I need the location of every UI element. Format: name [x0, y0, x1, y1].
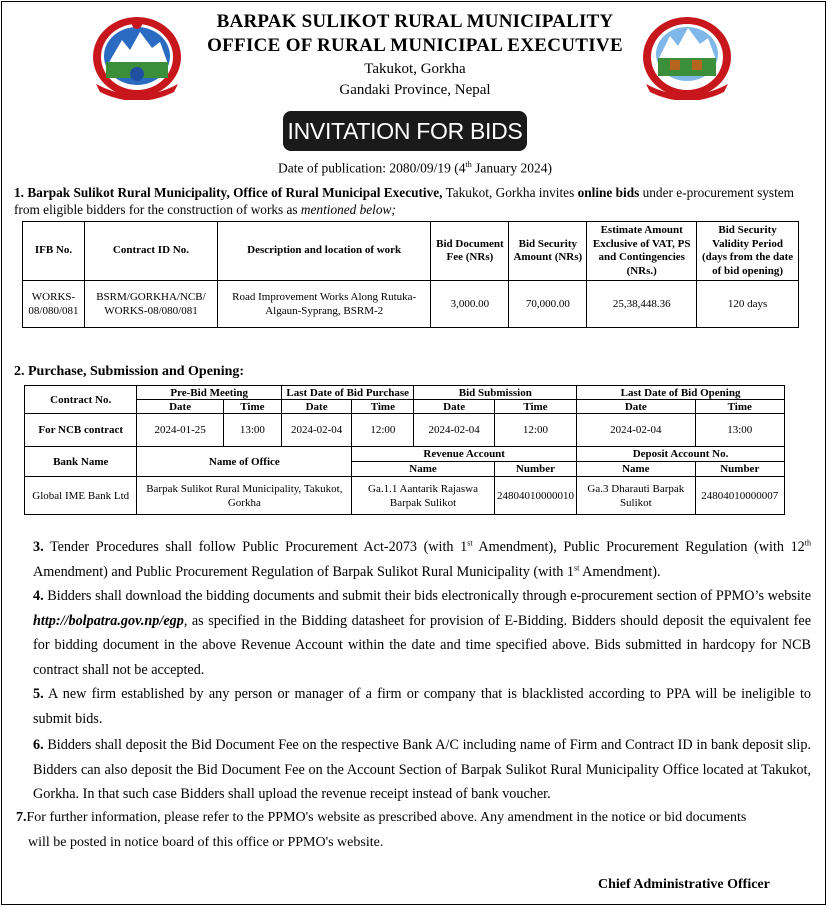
col-header: Bid Document Fee (NRs) — [431, 222, 509, 281]
col-header: Time — [352, 400, 414, 414]
table-cell: 2024-02-04 — [281, 414, 351, 447]
col-header: Description and location of work — [217, 222, 431, 281]
col-header: Time — [223, 400, 281, 414]
paragraph-6: 6. Bidders shall deposit the Bid Document Fee on the respective Bank A/C including name of Firm and Contract ID in bank deposit slip. Bidders can also deposit the Bid Document Fee on the Account Section of Barpak Sulikot Rural Municipality Office located at Takukot, Gorkha. In that such case Bidders shall upload the revenue receipt instead of bank voucher. — [33, 737, 811, 802]
schedule-table — [24, 385, 785, 515]
col-header: Number — [494, 462, 576, 477]
table-cell: WORKS-08/080/081 — [23, 281, 85, 328]
col-header: Time — [695, 400, 784, 414]
notice-title-banner: INVITATION FOR BIDS — [283, 111, 527, 151]
table-cell: 70,000.00 — [509, 281, 587, 328]
paragraph-5: 5. A new firm established by any person or manager of a firm or company that is blacklisted according to PPA will be ineligible to submit bids. — [33, 686, 811, 727]
col-header: Bid Submission — [414, 386, 577, 400]
table-cell: 3,000.00 — [431, 281, 509, 328]
col-header: Name — [577, 462, 695, 477]
col-header: Last Date of Bid Purchase — [281, 386, 414, 400]
table-cell: 24804010000007 — [695, 477, 784, 515]
office-location: Takukot, Gorkha — [364, 61, 466, 77]
table-row — [23, 281, 799, 328]
table-cell: 12:00 — [494, 414, 576, 447]
col-header: Date — [281, 400, 351, 414]
table-cell: 120 days — [697, 281, 799, 328]
col-header: Bank Name — [25, 447, 137, 477]
col-header: Contract No. — [25, 386, 137, 414]
table-cell: 12:00 — [352, 414, 414, 447]
col-header: IFB No. — [23, 222, 85, 281]
col-header: Time — [494, 400, 576, 414]
table-cell: 13:00 — [223, 414, 281, 447]
table-cell: 25,38,448.36 — [587, 281, 697, 328]
col-header: Estimate Amount Exclusive of VAT, PS and Contingencies (NRs.) — [587, 222, 697, 281]
table-cell: Road Improvement Works Along Rutuka-Algaun-Syprang, BSRM-2 — [217, 281, 431, 328]
row-label: For NCB contract — [25, 414, 137, 447]
paragraph-4: 4. Bidders shall download the bidding documents and submit their bids electronically through e-procurement section of PPMO’s website http://bolpatra.gov.np/egp, as specified in the Bidding datasheet for provision of E-Bidding. Bidders should deposit the equivalent fee for bidding document in the above Revenue Account within the date and time specified above. Bids submitted in hardcopy for NCB contract shall not be accepted. — [33, 588, 811, 678]
col-header: Contract ID No. — [84, 222, 217, 281]
col-header: Revenue Account — [352, 447, 577, 462]
works-table — [22, 221, 799, 328]
table-cell: Barpak Sulikot Rural Municipality, Takukot, Gorkha — [137, 477, 352, 515]
table-row — [25, 414, 785, 447]
table-cell: 24804010000010 — [494, 477, 576, 515]
province: Gandaki Province, Nepal — [339, 82, 491, 98]
section-1-intro: 1. Barpak Sulikot Rural Municipality, Office of Rural Municipal Executive, Takukot, Gorkha invites online bids under e-procurement system from eligible bidders for the construction of works as mentioned below; — [14, 185, 795, 217]
table-header-row — [23, 222, 799, 281]
col-header: Deposit Account No. — [577, 447, 785, 462]
table-cell: 2024-02-04 — [414, 414, 494, 447]
ppmo-link[interactable]: http://bolpatra.gov.np/egp — [33, 612, 184, 629]
col-header: Name of Office — [137, 447, 352, 477]
col-header: Last Date of Bid Opening — [577, 386, 785, 400]
paragraph-3: 3. Tender Procedures shall follow Public Procurement Act-2073 (with 1st Amendment), Public Procurement Regulation (with 12th Amendment) and Public Procurement Regulation of Barpak Sulikot Rural Municipality (with 1st Amendment). — [33, 538, 811, 580]
table-cell: 13:00 — [695, 414, 784, 447]
publication-date: Date of publication: 2080/09/19 (4th January 2024) — [278, 160, 552, 176]
municipality-name: BARPAK SULIKOT RURAL MUNICIPALITY — [216, 11, 614, 32]
table-cell: Global IME Bank Ltd — [25, 477, 137, 515]
table-cell: 2024-02-04 — [577, 414, 695, 447]
col-header: Number — [695, 462, 784, 477]
col-header: Date — [137, 400, 223, 414]
table-row — [25, 477, 785, 515]
col-header: Pre-Bid Meeting — [137, 386, 282, 400]
col-header: Bid Security Validity Period (days from the date of bid opening) — [697, 222, 799, 281]
paragraph-7: 7.For further information, please refer to the PPMO's website as prescribed above. Any amendment in the notice or bid documents will be posted in notice board of this office or PPMO's website. — [16, 810, 747, 850]
table-cell: Ga.3 Dharauti Barpak Sulikot — [577, 477, 695, 515]
table-cell: 2024-01-25 — [137, 414, 223, 447]
office-name: OFFICE OF RURAL MUNICIPAL EXECUTIVE — [207, 35, 623, 56]
col-header: Date — [577, 400, 695, 414]
col-header: Date — [414, 400, 494, 414]
signatory-title: Chief Administrative Officer — [598, 877, 770, 892]
section-2-title: 2. Purchase, Submission and Opening: — [14, 364, 245, 379]
col-header: Name — [352, 462, 495, 477]
col-header: Bid Security Amount (NRs) — [509, 222, 587, 281]
table-cell: BSRM/GORKHA/NCB/ WORKS-08/080/081 — [84, 281, 217, 328]
table-cell: Ga.1.1 Aantarik Rajaswa Barpak Sulikot — [352, 477, 495, 515]
